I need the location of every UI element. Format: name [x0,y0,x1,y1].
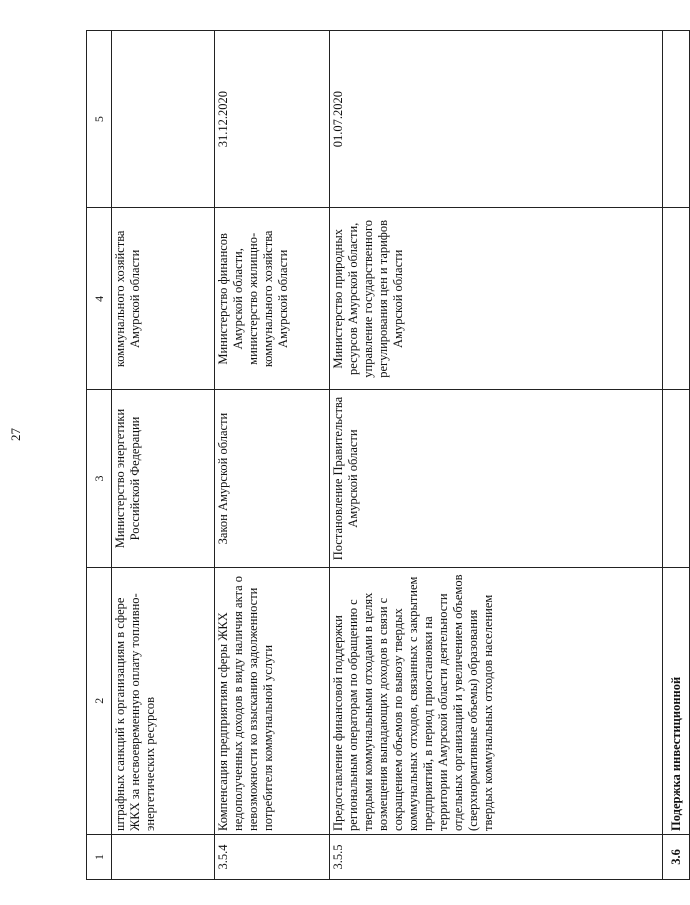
row-number [112,834,215,879]
section-title: Подержка инвестиционной [663,567,690,834]
column-header-2: 2 [87,567,112,834]
deadline-cell [112,31,215,208]
deadline-cell: 31.12.2020 [215,31,330,208]
document-cell: Постановление Правительства Амурской области [330,390,663,567]
section-empty-cell [663,208,690,390]
section-empty-cell [663,31,690,208]
document-cell: Министерство энергетики Российской Федерации [112,390,215,567]
row-number: 3.5.5 [330,834,663,879]
rotated-table-container [86,30,683,880]
column-header-3: 3 [87,390,112,567]
measure-cell: Компенсация предприятиям сферы ЖКХ недополученных доходов в виду наличия акта о невозможности ко взысканию задолженности потребителя коммунальной услуги [215,567,330,834]
table-row [215,31,330,880]
executor-cell: Министерство финансов Амурской области, министерство жилищно-коммунального хозяйства Амурской области [215,208,330,390]
document-cell: Закон Амурской области [215,390,330,567]
column-header-4: 4 [87,208,112,390]
section-empty-cell [663,390,690,567]
executor-cell: Министерство природных ресурсов Амурской области, управление государственного регулирования цен и тарифов Амурской области [330,208,663,390]
table-header-row [87,31,112,880]
table-row [330,31,663,880]
column-header-1: 1 [87,834,112,879]
table-row [112,31,215,880]
deadline-cell: 01.07.2020 [330,31,663,208]
section-number: 3.6 [663,834,690,879]
measures-table [86,30,690,880]
measure-cell: Предоставление финансовой поддержки региональным операторам по обращению с твердыми коммунальными отходами в целях возмещения выпадающих доходов в связи с сокращением объемов по вывозу твердых коммунальных отходов, связанных с закрытием предприятий, в период приостановки на территории Амурской области деятельности отдельных организаций и увеличением объемов (сверхнормативные объемы) образования твердых коммунальных отходов населением [330,567,663,834]
row-number: 3.5.4 [215,834,330,879]
executor-cell: коммунального хозяйства Амурской области [112,208,215,390]
column-header-5: 5 [87,31,112,208]
section-row [663,31,690,880]
page-number: 27 [8,428,23,441]
measure-cell: штрафных санкций к организациям в сфере ЖКХ за несвоевременную оплату топливно-энергетических ресурсов [112,567,215,834]
